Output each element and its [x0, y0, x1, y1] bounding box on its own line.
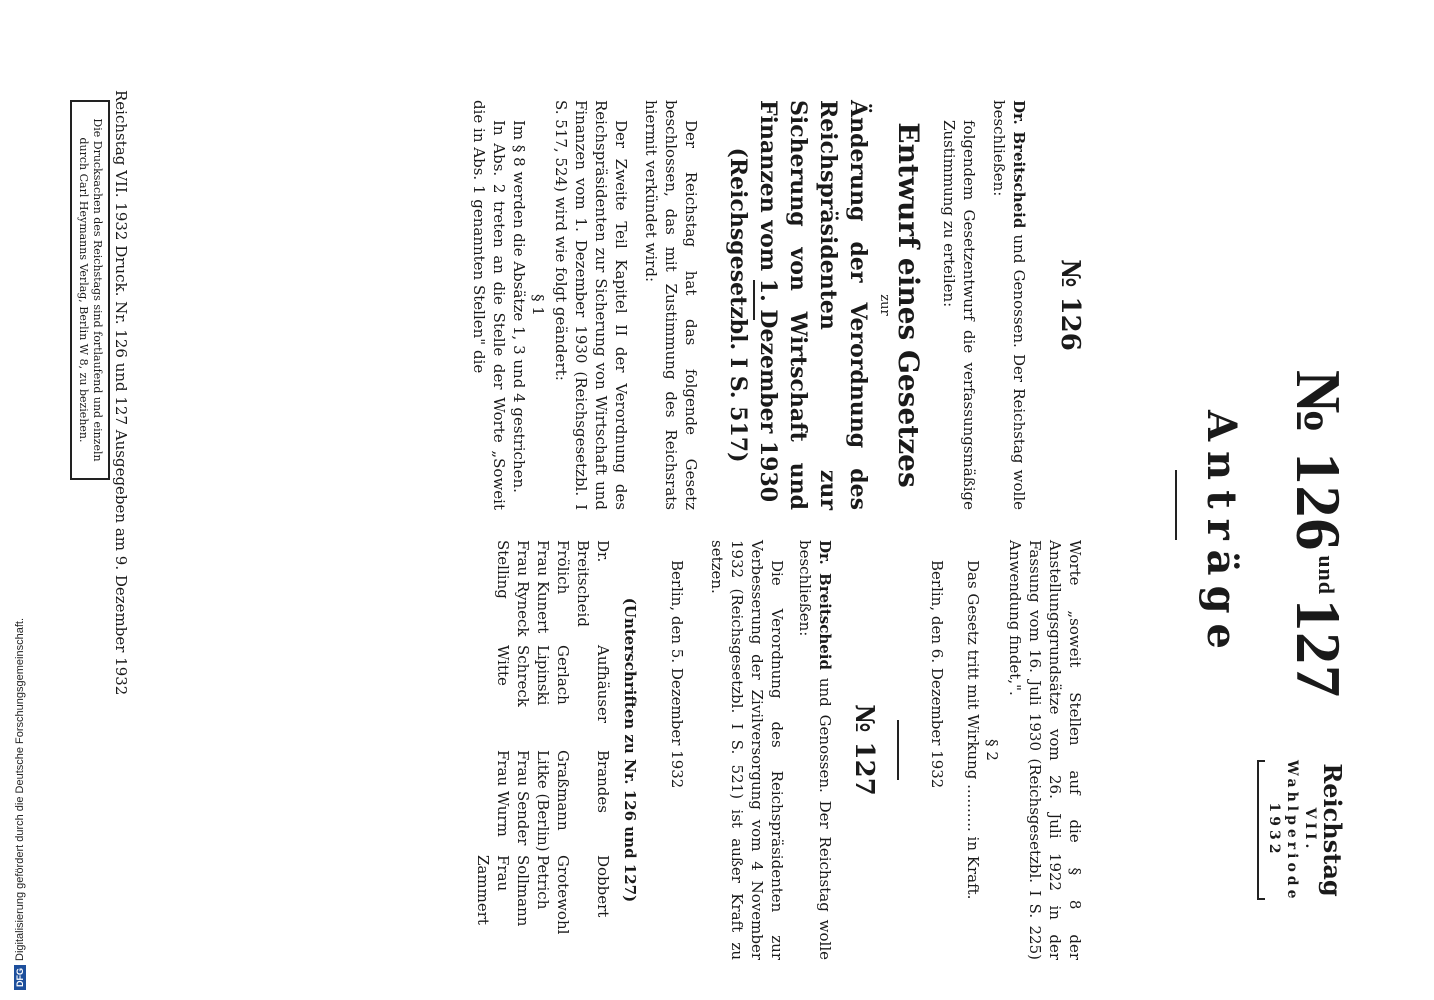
dfg-funding-note	[14, 618, 26, 990]
nr126-intro-name: Dr. Breitscheid	[1010, 100, 1028, 229]
header-bracket	[1257, 760, 1265, 900]
signature-name: Witte	[494, 645, 512, 686]
reichstag-label: Reichstag	[1318, 763, 1347, 897]
nr126-body1: Der Reichstag hat das folgende Gesetz beschlossen, das mit Zustimmung des Reichsrats hiermit verkündet wird:	[642, 100, 700, 510]
document-number-title: № $126^{und}127$	[1283, 370, 1354, 699]
nr126-intro-text: und Genossen. Der Reichstag wolle beschließen:	[990, 100, 1028, 511]
entwurf-heading: Entwurf eines Gesetzes	[892, 122, 925, 488]
law-title: Änderung der Verordnung des Reichspräsidenten zur Sicherung von Wirtschaft und Finanzen vom 1. Dezember 1930	[755, 100, 871, 510]
year-label: 1932	[1266, 802, 1282, 858]
document-sheet	[77, 60, 1355, 960]
nr127-body: Die Verordnung des Reichspräsidenten zur Verbesserung der Zivilversorgung vom 4 November 1932 (Reichsgesetzbl. I S. 521) ist außer Kraft zu setzen.	[708, 540, 786, 960]
signature-name: Petrich	[534, 855, 552, 910]
nr126-body5: Worte „soweit Stellen auf die § 8 der Anstellungsgrundsätze vom 26. Juli 1922 in der Fassung vom 16. Juli 1930 (Reichsgesetzbl. I S. 225) Anwendung findet,".	[1006, 540, 1084, 960]
nr127-date: Berlin, den 5. Dezember 1932	[668, 560, 686, 789]
nr126-intro2: folgendem Gesetzentwurf die verfassungsmäßige Zustimmung zu erteilen:	[940, 120, 978, 510]
signature-name: Litke (Berlin)	[534, 750, 552, 852]
section-rule	[897, 720, 899, 780]
signature-name: Frölich	[554, 540, 572, 595]
nr126-heading: № 126	[1055, 259, 1085, 351]
distribution-note: Die Drucksachen des Reichstags sind fortlaufend und einzeln durch Carl Heymanns Verlag, Berlin W 8, zu beziehen.	[70, 100, 110, 480]
signature-name: Sollmann	[514, 855, 532, 927]
signature-name: Frau Kunert	[534, 540, 552, 634]
signature-name: Dr. Breitscheid	[574, 540, 612, 627]
nr126-intro	[989, 100, 1029, 510]
nr126-date: Berlin, den 6. Dezember 1932	[928, 560, 946, 789]
nr126-body6: Das Gesetz tritt mit Wirkung .......... in Kraft.	[964, 560, 982, 900]
paragraph-2-label: § 2	[983, 739, 1001, 761]
nr127-intro	[795, 540, 835, 960]
signatures-heading: (Unterschriften zu Nr. 126 und 127)	[621, 597, 639, 903]
wahlperiode-label: VII. Wahlperiode	[1284, 760, 1318, 903]
signature-name: Frau Ryneck	[514, 540, 532, 637]
signature-name: Frau Wurm	[494, 750, 512, 837]
signature-name: Dobbert	[594, 855, 612, 918]
law-title-ref: (Reichsgesetzbl. I S. 517)	[725, 147, 751, 463]
nr126-body3: Im § 8 werden die Absätze 1, 3 und 4 gestrichen.	[510, 120, 528, 493]
title-rule	[753, 280, 755, 320]
signature-name: Graßmann	[554, 750, 572, 831]
signature-name: Lipinski	[534, 645, 552, 706]
signature-name: Brandes	[594, 750, 612, 813]
dfg-text: Digitalisierung gefördert durch die Deutsche Forschungsgemeinschaft.	[14, 617, 26, 961]
signature-name: Stelling	[494, 540, 512, 599]
signatures-list	[473, 540, 613, 960]
antraege-heading: Anträge	[1198, 410, 1245, 660]
nr126-column-2	[473, 540, 1085, 960]
signature-name: Schreck	[514, 645, 532, 707]
zur-label: zur	[877, 294, 892, 316]
signature-name: Grotewohl	[554, 855, 572, 935]
nr127-intro-name: Dr. Breitscheid	[816, 540, 834, 670]
nr127-heading: № 127	[849, 704, 879, 796]
reichstag-box	[1257, 760, 1347, 903]
signature-name: Frau Sender	[514, 750, 532, 846]
nr126-body4: In Abs. 2 treten an die Stelle der Worte „Soweit die in Abs. 1 genannten Stellen" die	[470, 100, 508, 510]
paragraph-1-label: § 1	[529, 294, 547, 316]
signature-name: Frau Zammert	[474, 855, 512, 925]
nr126-column-1	[469, 100, 1085, 510]
nr126-body2: Der Zweite Teil Kapitel II der Verordnung des Reichspräsidenten zur Sicherung von Wirtschaft und Finanzen vom 1. Dezember 1930 (Reichsgesetzbl. I S. 517, 524) wird wie folgt geändert:	[552, 100, 630, 510]
dfg-logo: DFG	[14, 965, 26, 990]
footer-line: Reichstag VII. 1932 Druck. Nr. 126 und 127 Ausgegeben am 9. Dezember 1932	[112, 90, 130, 696]
nr127-intro-text: und Genossen. Der Reichstag wolle beschließen:	[796, 540, 834, 960]
signature-name: Aufhäuser	[594, 645, 612, 724]
header-rule	[1175, 470, 1177, 540]
signature-name: Gerlach	[554, 645, 572, 705]
